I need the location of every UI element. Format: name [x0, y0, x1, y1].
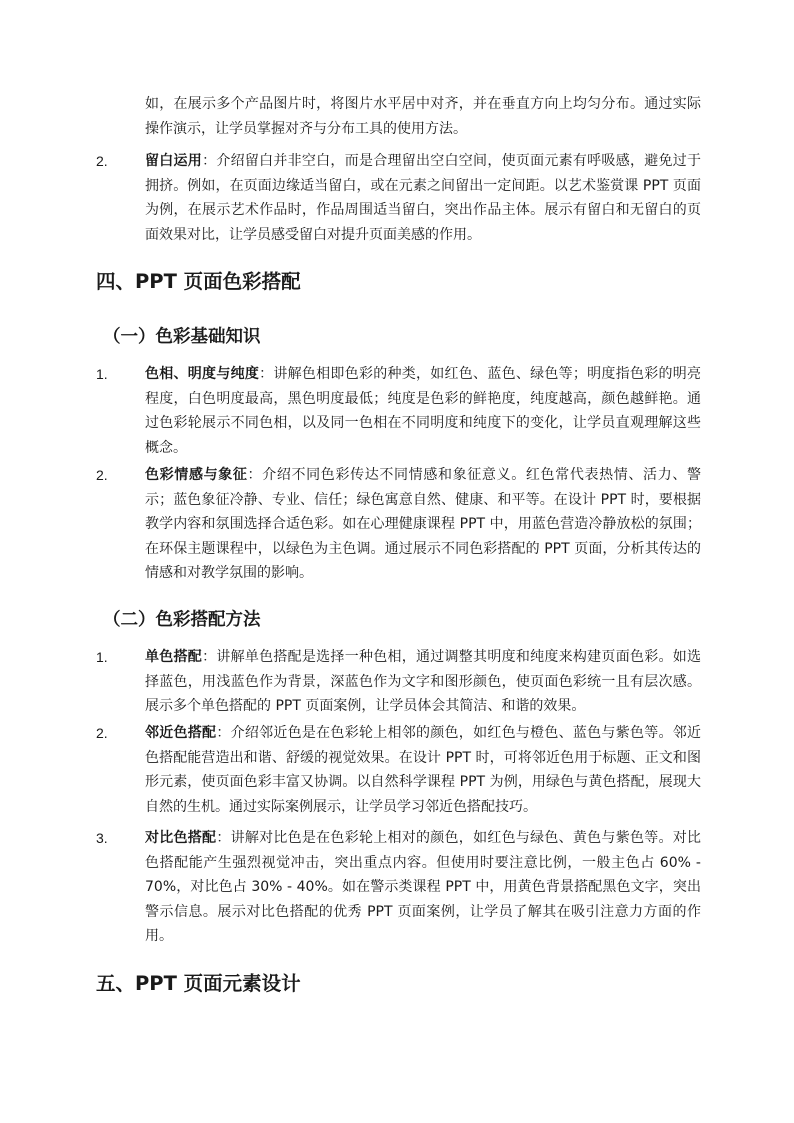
- list-item-title: 色相、明度与纯度: [145, 366, 260, 382]
- list-item-title: 留白运用: [145, 153, 203, 169]
- list-item-body: [145, 826, 701, 949]
- list-item-text: ：介绍邻近色是在色彩轮上相邻的颜色，如红色与橙色、蓝色与紫色等。邻近色搭配能营造出和谐、舒缓的视觉效果。在设计 PPT 时，可将邻近色用于标题、正文和图形元素，使页面色彩丰富又协调。以自然科学课程 PPT 为例，用绿色与黄色搭配，展现大自然的生机。通过实际案例展示，让学员学习邻近色搭配技巧。: [145, 725, 702, 815]
- section-heading-5: 五、PPT 页面元素设计: [96, 972, 301, 995]
- list-item-number: 2.: [96, 153, 108, 169]
- list-item-number: 1.: [96, 366, 108, 382]
- list-item-text: ：讲解对比色是在色彩轮上相对的颜色，如红色与绿色、黄色与紫色等。对比色搭配能产生强烈视觉冲击，突出重点内容。但使用时要注意比例，一般主色占 60% - 70%，对比色占 30% - 40%。如在警示类课程 PPT 中，用黄色背景搭配黑色文字，突出警示信息。展示对比色搭配的优秀 PPT 页面案例，让学员了解其在吸引注意力方面的作用。: [145, 830, 702, 944]
- list-item-number: 1.: [96, 649, 108, 665]
- list-item-number: 2.: [96, 725, 108, 741]
- list-item-text: ：讲解单色搭配是选择一种色相，通过调整其明度和纯度来构建页面色彩。如选择蓝色，用浅蓝色作为背景，深蓝色作为文字和图形颜色，使页面色彩统一且有层次感。展示多个单色搭配的 PPT 页面案例，让学员体会其简洁、和谐的效果。: [145, 649, 702, 714]
- list-item-body: [145, 463, 701, 586]
- section-heading-4: 四、PPT 页面色彩搭配: [96, 270, 301, 293]
- list-item-text: ：讲解色相即色彩的种类，如红色、蓝色、绿色等；明度指色彩的明亮程度，白色明度最高，黑色明度最低；纯度是色彩的鲜艳度，纯度越高，颜色越鲜艳。通过色彩轮展示不同色相，以及同一色相在不同明度和纯度下的变化，让学员直观理解这些概念。: [145, 366, 702, 456]
- list-item-text: ：介绍不同色彩传达不同情感和象征意义。红色常代表热情、活力、警示；蓝色象征冷静、专业、信任；绿色寓意自然、健康、和平等。在设计 PPT 时，要根据教学内容和氛围选择合适色彩。如在心理健康课程 PPT 中，用蓝色营造冷静放松的氛围；在环保主题课程中，以绿色为主色调。通过展示不同色彩搭配的 PPT 页面，分析其传达的情感和对教学氛围的影响。: [145, 467, 702, 581]
- list-item-number: 2.: [96, 467, 108, 483]
- intro-paragraph: 如，在展示多个产品图片时，将图片水平居中对齐，并在垂直方向上均匀分布。通过实际操作演示，让学员掌握对齐与分布工具的使用方法。: [145, 96, 701, 137]
- list-item-title: 邻近色搭配: [145, 725, 217, 741]
- list-item-body: [145, 362, 701, 460]
- list-item-body: [145, 149, 701, 247]
- subsection-heading-color-basics: （一）色彩基础知识: [103, 327, 261, 347]
- list-item-title: 色彩情感与象征: [145, 467, 248, 483]
- list-item-title: 对比色搭配: [145, 830, 217, 846]
- list-item-body: [145, 645, 701, 719]
- list-item-body: [145, 721, 701, 819]
- list-item-title: 单色搭配: [145, 649, 203, 665]
- list-item-text: ：介绍留白并非空白，而是合理留出空白空间，使页面元素有呼吸感，避免过于拥挤。例如，在页面边缘适当留白，或在元素之间留出一定间距。以艺术鉴赏课 PPT 页面为例，在展示艺术作品时，作品周围适当留白，突出作品主体。展示有留白和无留白的页面效果对比，让学员感受留白对提升页面美感的作用。: [145, 153, 702, 243]
- subsection-heading-color-matching: （二）色彩搭配方法: [103, 610, 261, 630]
- list-item-number: 3.: [96, 830, 108, 846]
